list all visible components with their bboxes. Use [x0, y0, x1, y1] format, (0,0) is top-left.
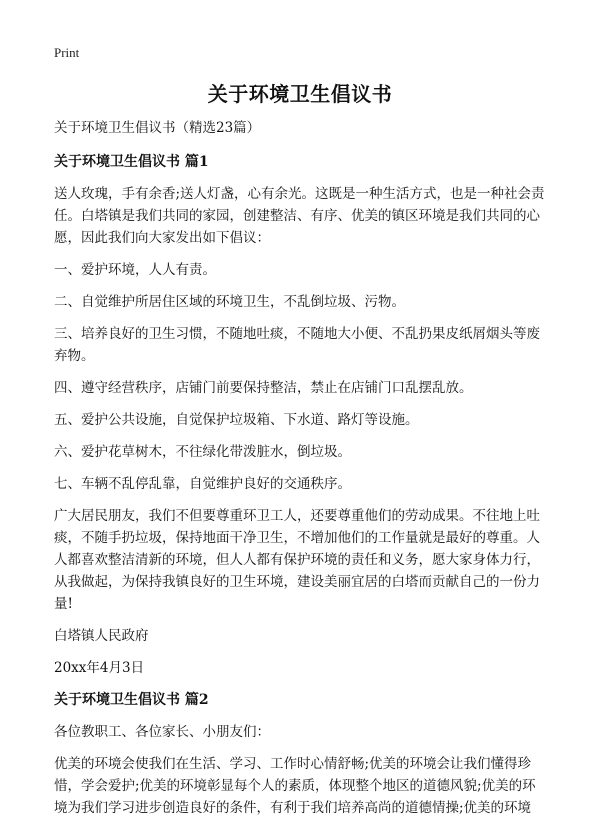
proposal-item: 四、遵守经营秩序，店铺门前要保持整洁，禁止在店铺门口乱摆乱放。	[54, 380, 473, 396]
proposal-item: 二、自觉维护所居住区域的环境卫生，不乱倒垃圾、污物。	[54, 294, 405, 310]
section-heading: 关于环境卫生倡议书 篇1	[54, 154, 209, 170]
article-body	[54, 117, 549, 829]
greeting: 各位教职工、各位家长、小朋友们：	[54, 724, 270, 740]
article-subtitle: 关于环境卫生倡议书（精选23篇）	[54, 120, 261, 136]
proposal-item: 三、培养良好的卫生习惯，不随地吐痰，不随地大小便、不乱扔果皮纸屑烟头等废弃物。	[54, 326, 540, 364]
paragraph-body: 优美的环境会使我们在生活、学习、工作时心情舒畅;优美的环境会让我们懂得珍惜，学会爱护;优美的环境彰显每个人的素质，体现整个地区的道德风貌;优美的环境为我们学习进步创造良好的条件，有利于我们培养高尚的道德情操;优美的环境	[54, 756, 536, 816]
date: 20xx年4月3日	[54, 660, 145, 676]
section-heading: 关于环境卫生倡议书 篇2	[54, 692, 209, 708]
proposal-item: 七、车辆不乱停乱靠，自觉维护良好的交通秩序。	[54, 476, 351, 492]
proposal-item: 五、爱护公共设施，自觉保护垃圾箱、下水道、路灯等设施。	[54, 412, 419, 428]
proposal-item: 六、爱护花草树木，不往绿化带泼脏水，倒垃圾。	[54, 444, 351, 460]
paragraph-closing: 广大居民朋友，我们不但要尊重环卫工人，还要尊重他们的劳动成果。不往地上吐痰，不随手扔垃圾，保持地面干净卫生，不增加他们的工作量就是最好的尊重。人人都喜欢整洁清新的环境，但人人都有保护环境的责任和义务，愿大家身体力行，从我做起，为保持我镇良好的卫生环境，建设美丽宜居的白塔而贡献自己的一份力量!	[54, 508, 540, 612]
paragraph-intro: 送人玫瑰，手有余香;送人灯盏，心有余光。这既是一种生活方式，也是一种社会责任。白塔镇是我们共同的家园，创建整洁、有序、优美的镇区环境是我们共同的心愿，因此我们向大家发出如下倡议：	[54, 186, 545, 246]
page-title: 关于环境卫生倡议书	[207, 82, 393, 106]
print-link[interactable]: Print	[54, 45, 80, 60]
proposal-item: 一、爱护环境，人人有责。	[54, 262, 216, 278]
signature: 白塔镇人民政府	[54, 628, 149, 644]
